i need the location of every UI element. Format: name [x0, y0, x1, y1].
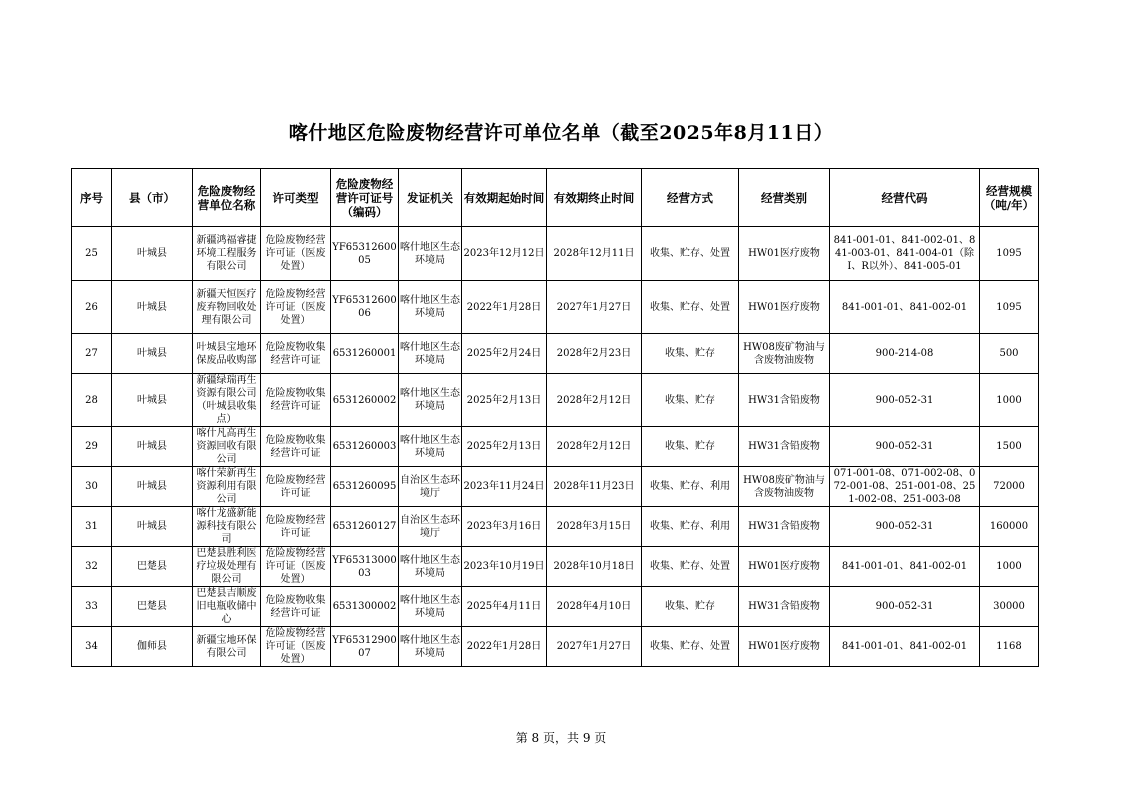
- cell-code: 841-001-01、841-002-01: [830, 627, 980, 667]
- table-row: [72, 374, 1039, 427]
- table-row: [72, 507, 1039, 547]
- cell-index: 27: [72, 334, 112, 374]
- cell-index: 29: [72, 427, 112, 467]
- cell-index: 33: [72, 587, 112, 627]
- cell-code: 900-052-31: [830, 587, 980, 627]
- cell-license-no: 6531300002: [331, 587, 399, 627]
- cell-index: 34: [72, 627, 112, 667]
- cell-county: 巴楚县: [112, 547, 193, 587]
- cell-index: 28: [72, 374, 112, 427]
- cell-start-date: 2022年1月28日: [462, 281, 547, 334]
- header-index: 序号: [72, 169, 112, 227]
- table-row: [72, 467, 1039, 507]
- cell-start-date: 2023年11月24日: [462, 467, 547, 507]
- cell-end-date: 2027年1月27日: [547, 627, 642, 667]
- cell-company: 巴楚县胜利医疗垃圾处理有限公司: [193, 547, 261, 587]
- cell-license-type: 危险废物收集经营许可证: [261, 334, 331, 374]
- cell-license-no: YF6531290007: [331, 627, 399, 667]
- cell-code: 900-052-31: [830, 427, 980, 467]
- cell-category: HW08废矿物油与含废物油废物: [739, 334, 830, 374]
- cell-mode: 收集、贮存: [642, 334, 739, 374]
- cell-start-date: 2025年4月11日: [462, 587, 547, 627]
- header-start-date: 有效期起始时间: [462, 169, 547, 227]
- cell-license-no: 6531260002: [331, 374, 399, 427]
- cell-issuer: 喀什地区生态环境局: [399, 627, 462, 667]
- cell-license-no: 6531260095: [331, 467, 399, 507]
- cell-category: HW01医疗废物: [739, 227, 830, 281]
- page-footer: 第 8 页，共 9 页: [515, 731, 607, 745]
- cell-code: 841-001-01、841-002-01、841-003-01、841-004-01（除Ⅰ、R以外）、841-005-01: [830, 227, 980, 281]
- cell-end-date: 2028年10月18日: [547, 547, 642, 587]
- cell-index: 25: [72, 227, 112, 281]
- cell-end-date: 2028年12月11日: [547, 227, 642, 281]
- cell-issuer: 喀什地区生态环境局: [399, 334, 462, 374]
- cell-index: 31: [72, 507, 112, 547]
- cell-end-date: 2028年4月10日: [547, 587, 642, 627]
- cell-mode: 收集、贮存、处置: [642, 627, 739, 667]
- cell-company: 新疆鸿福睿捷环境工程服务有限公司: [193, 227, 261, 281]
- cell-scale: 500: [980, 334, 1039, 374]
- cell-issuer: 喀什地区生态环境局: [399, 281, 462, 334]
- cell-end-date: 2028年2月12日: [547, 427, 642, 467]
- header-mode: 经营方式: [642, 169, 739, 227]
- cell-issuer: 自治区生态环境厅: [399, 507, 462, 547]
- cell-end-date: 2027年1月27日: [547, 281, 642, 334]
- cell-category: HW31含铅废物: [739, 587, 830, 627]
- cell-scale: 1000: [980, 547, 1039, 587]
- cell-license-no: YF6531260005: [331, 227, 399, 281]
- cell-company: 新疆绿瑞再生资源有限公司（叶城县收集点）: [193, 374, 261, 427]
- cell-issuer: 喀什地区生态环境局: [399, 427, 462, 467]
- cell-start-date: 2023年10月19日: [462, 547, 547, 587]
- cell-license-type: 危险废物经营许可证（医废处置）: [261, 227, 331, 281]
- cell-company: 巴楚县吉顺废旧电瓶收储中心: [193, 587, 261, 627]
- cell-end-date: 2028年3月15日: [547, 507, 642, 547]
- table-row: [72, 334, 1039, 374]
- cell-scale: 160000: [980, 507, 1039, 547]
- cell-county: 叶城县: [112, 334, 193, 374]
- cell-scale: 1000: [980, 374, 1039, 427]
- cell-mode: 收集、贮存、处置: [642, 281, 739, 334]
- cell-issuer: 自治区生态环境厅: [399, 467, 462, 507]
- cell-issuer: 喀什地区生态环境局: [399, 587, 462, 627]
- document-title: 喀什地区危险废物经营许可单位名单（截至2025年8月11日）: [288, 122, 834, 144]
- cell-scale: 1168: [980, 627, 1039, 667]
- cell-scale: 1095: [980, 281, 1039, 334]
- header-issuer: 发证机关: [399, 169, 462, 227]
- permit-table: [71, 168, 1039, 667]
- cell-index: 30: [72, 467, 112, 507]
- cell-county: 叶城县: [112, 427, 193, 467]
- cell-license-type: 危险废物经营许可证: [261, 507, 331, 547]
- cell-county: 伽师县: [112, 627, 193, 667]
- cell-mode: 收集、贮存、处置: [642, 547, 739, 587]
- cell-code: 071-001-08、071-002-08、072-001-08、251-001-08、251-002-08、251-003-08: [830, 467, 980, 507]
- cell-company: 喀什荣新再生资源利用有限公司: [193, 467, 261, 507]
- cell-index: 26: [72, 281, 112, 334]
- table-header-row: [72, 169, 1039, 227]
- table-row: [72, 281, 1039, 334]
- header-county: 县（市）: [112, 169, 193, 227]
- cell-scale: 30000: [980, 587, 1039, 627]
- cell-mode: 收集、贮存、利用: [642, 507, 739, 547]
- cell-company: 新疆宝地环保有限公司: [193, 627, 261, 667]
- cell-license-type: 危险废物经营许可证（医废处置）: [261, 547, 331, 587]
- table-row: [72, 227, 1039, 281]
- cell-county: 巴楚县: [112, 587, 193, 627]
- cell-category: HW01医疗废物: [739, 547, 830, 587]
- cell-issuer: 喀什地区生态环境局: [399, 547, 462, 587]
- cell-scale: 72000: [980, 467, 1039, 507]
- cell-license-no: 6531260001: [331, 334, 399, 374]
- cell-license-no: YF6531260006: [331, 281, 399, 334]
- cell-scale: 1095: [980, 227, 1039, 281]
- cell-end-date: 2028年2月23日: [547, 334, 642, 374]
- cell-license-type: 危险废物收集经营许可证: [261, 374, 331, 427]
- cell-license-type: 危险废物经营许可证: [261, 467, 331, 507]
- cell-company: 喀什凡高再生资源回收有限公司: [193, 427, 261, 467]
- table-row: [72, 627, 1039, 667]
- cell-mode: 收集、贮存、利用: [642, 467, 739, 507]
- header-license-type: 许可类型: [261, 169, 331, 227]
- cell-start-date: 2023年12月12日: [462, 227, 547, 281]
- cell-category: HW01医疗废物: [739, 627, 830, 667]
- cell-company: 新疆天恒医疗废弃物回收处理有限公司: [193, 281, 261, 334]
- cell-mode: 收集、贮存: [642, 374, 739, 427]
- header-code: 经营代码: [830, 169, 980, 227]
- cell-category: HW31含铅废物: [739, 427, 830, 467]
- cell-index: 32: [72, 547, 112, 587]
- cell-end-date: 2028年11月23日: [547, 467, 642, 507]
- cell-license-type: 危险废物经营许可证（医废处置）: [261, 627, 331, 667]
- cell-license-no: 6531260003: [331, 427, 399, 467]
- header-scale: 经营规模（吨/年）: [980, 169, 1039, 227]
- cell-code: 900-214-08: [830, 334, 980, 374]
- cell-start-date: 2022年1月28日: [462, 627, 547, 667]
- cell-code: 900-052-31: [830, 374, 980, 427]
- cell-mode: 收集、贮存、处置: [642, 227, 739, 281]
- cell-license-type: 危险废物收集经营许可证: [261, 587, 331, 627]
- cell-company: 喀什龙盛新能源科技有限公司: [193, 507, 261, 547]
- cell-code: 900-052-31: [830, 507, 980, 547]
- cell-category: HW01医疗废物: [739, 281, 830, 334]
- cell-code: 841-001-01、841-002-01: [830, 281, 980, 334]
- cell-scale: 1500: [980, 427, 1039, 467]
- cell-company: 叶城县宝地环保废品收购部: [193, 334, 261, 374]
- cell-mode: 收集、贮存: [642, 427, 739, 467]
- cell-issuer: 喀什地区生态环境局: [399, 227, 462, 281]
- cell-issuer: 喀什地区生态环境局: [399, 374, 462, 427]
- cell-county: 叶城县: [112, 227, 193, 281]
- header-license-no: 危险废物经营许可证号（编码）: [331, 169, 399, 227]
- cell-license-type: 危险废物收集经营许可证: [261, 427, 331, 467]
- cell-start-date: 2025年2月24日: [462, 334, 547, 374]
- cell-county: 叶城县: [112, 374, 193, 427]
- cell-start-date: 2025年2月13日: [462, 427, 547, 467]
- cell-license-no: 6531260127: [331, 507, 399, 547]
- cell-county: 叶城县: [112, 467, 193, 507]
- header-company: 危险废物经营单位名称: [193, 169, 261, 227]
- header-category: 经营类别: [739, 169, 830, 227]
- cell-license-type: 危险废物经营许可证（医废处置）: [261, 281, 331, 334]
- cell-category: HW31含铅废物: [739, 507, 830, 547]
- cell-county: 叶城县: [112, 281, 193, 334]
- cell-end-date: 2028年2月12日: [547, 374, 642, 427]
- cell-code: 841-001-01、841-002-01: [830, 547, 980, 587]
- cell-county: 叶城县: [112, 507, 193, 547]
- table-row: [72, 547, 1039, 587]
- table-row: [72, 587, 1039, 627]
- cell-start-date: 2023年3月16日: [462, 507, 547, 547]
- header-end-date: 有效期终止时间: [547, 169, 642, 227]
- cell-category: HW08废矿物油与含废物油废物: [739, 467, 830, 507]
- cell-mode: 收集、贮存: [642, 587, 739, 627]
- cell-license-no: YF6531300003: [331, 547, 399, 587]
- cell-category: HW31含铅废物: [739, 374, 830, 427]
- table-row: [72, 427, 1039, 467]
- cell-start-date: 2025年2月13日: [462, 374, 547, 427]
